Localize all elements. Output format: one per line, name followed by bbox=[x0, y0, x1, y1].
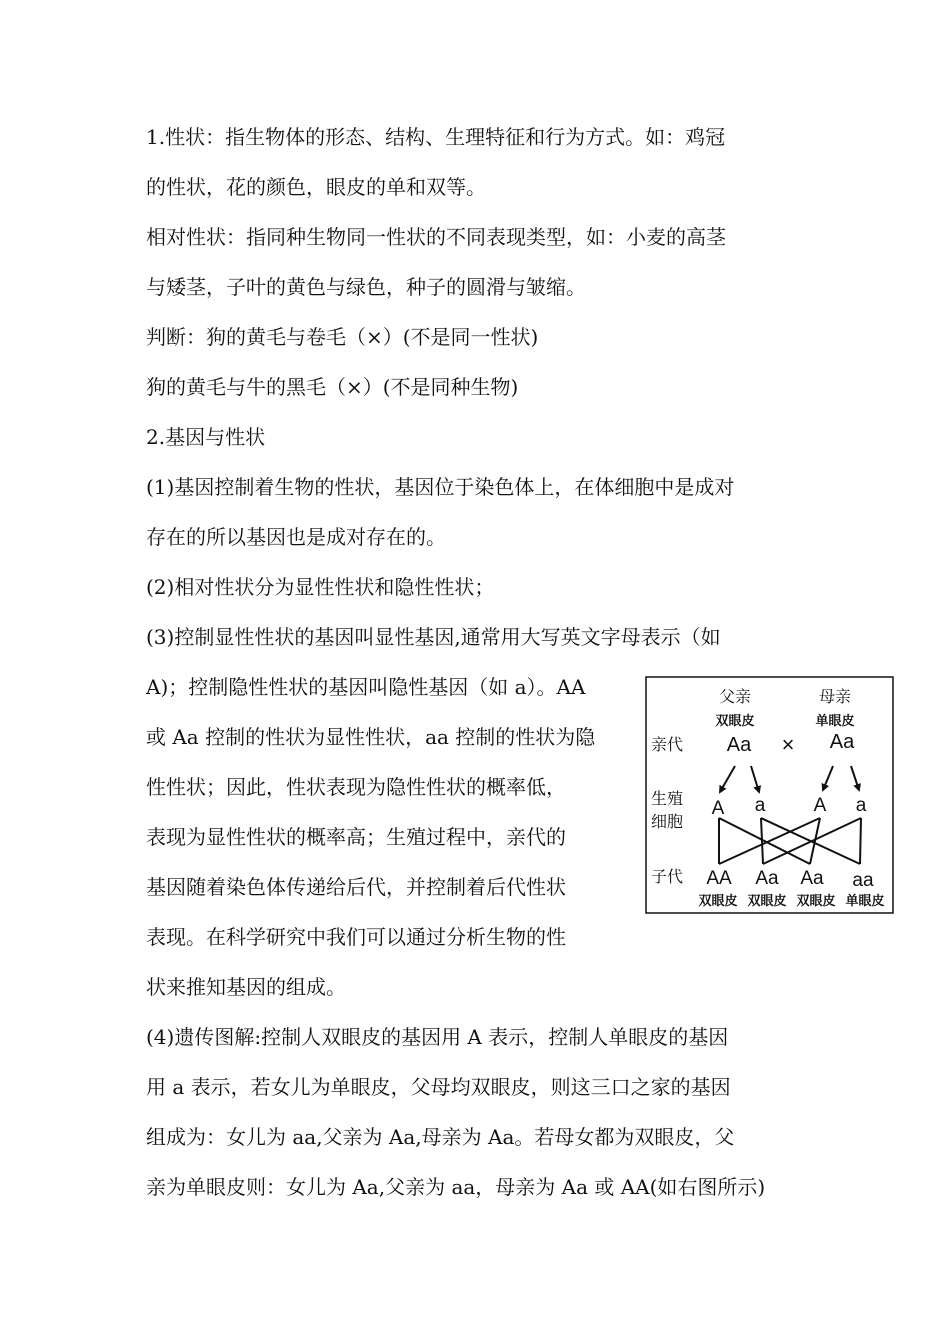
inheritance-diagram bbox=[645, 676, 894, 914]
gamete-father-A: A bbox=[711, 798, 725, 819]
text-line-13: 或 Aa 控制的性状为显性性状，aa 控制的性状为隐 bbox=[146, 725, 596, 749]
text-line-11: (3)控制显性性状的基因叫显性基因,通常用大写英文字母表示（如 bbox=[146, 625, 721, 649]
text-line-19: (4)遗传图解:控制人双眼皮的基因用 A 表示，控制人单眼皮的基因 bbox=[146, 1025, 729, 1049]
text-line-9: 存在的所以基因也是成对存在的。 bbox=[146, 525, 446, 549]
father-label: 父亲 bbox=[718, 687, 752, 706]
text-line-16: 基因随着染色体传递给后代，并控制着后代性状 bbox=[146, 875, 566, 899]
offspring-genotype-4: aa bbox=[852, 870, 874, 891]
text-line-20: 用 a 表示，若女儿为单眼皮，父母均双眼皮，则这三口之家的基因 bbox=[146, 1075, 731, 1099]
text-line-1: 1.性状：指生物体的形态、结构、生理特征和行为方式。如：鸡冠 bbox=[146, 125, 726, 149]
gamete-father-a: a bbox=[754, 795, 766, 816]
mother-trait: 单眼皮 bbox=[815, 714, 855, 729]
text-line-2: 的性状，花的颜色，眼皮的单和双等。 bbox=[146, 175, 486, 199]
text-line-21: 组成为：女儿为 aa,父亲为 Aa,母亲为 Aa。若母女都为双眼皮，父 bbox=[146, 1125, 735, 1149]
gamete-mother-a: a bbox=[855, 795, 867, 816]
text-line-5: 判断：狗的黄毛与卷毛（×）(不是同一性状) bbox=[146, 325, 539, 349]
text-line-14: 性性状；因此，性状表现为隐性性状的概率低， bbox=[146, 775, 566, 799]
text-line-8: (1)基因控制着生物的性状，基因位于染色体上，在体细胞中是成对 bbox=[146, 475, 735, 499]
row-label-gamete-2: 细胞 bbox=[651, 812, 684, 831]
row-label-parent: 亲代 bbox=[651, 735, 684, 754]
text-line-6: 狗的黄毛与牛的黑毛（×）(不是同种生物) bbox=[146, 375, 519, 399]
offspring-trait-3: 双眼皮 bbox=[796, 894, 836, 909]
father-trait: 双眼皮 bbox=[715, 714, 755, 729]
gamete-mother-A: A bbox=[813, 795, 827, 816]
text-line-15: 表现为显性性状的概率高；生殖过程中，亲代的 bbox=[146, 825, 566, 849]
offspring-trait-2: 双眼皮 bbox=[747, 894, 787, 909]
mother-genotype: Aa bbox=[829, 731, 855, 753]
text-line-18: 状来推知基因的组成。 bbox=[146, 975, 346, 999]
row-label-gamete-1: 生殖 bbox=[651, 789, 684, 808]
offspring-trait-4: 单眼皮 bbox=[845, 894, 885, 909]
offspring-genotype-2: Aa bbox=[755, 868, 779, 889]
text-line-10: (2)相对性状分为显性性状和隐性性状； bbox=[146, 575, 495, 599]
mother-label: 母亲 bbox=[818, 687, 852, 706]
text-line-3: 相对性状：指同种生物同一性状的不同表现类型，如：小麦的高茎 bbox=[146, 225, 726, 249]
offspring-trait-1: 双眼皮 bbox=[698, 894, 738, 909]
offspring-genotype-3: Aa bbox=[800, 868, 824, 889]
offspring-genotype-1: AA bbox=[706, 868, 732, 889]
text-line-12: A)；控制隐性性状的基因叫隐性基因（如 a）。AA bbox=[146, 675, 586, 699]
text-line-17: 表现。在科学研究中我们可以通过分析生物的性 bbox=[146, 925, 566, 949]
cross-symbol: × bbox=[781, 732, 795, 757]
father-genotype: Aa bbox=[726, 734, 752, 756]
section-heading-2: 2.基因与性状 bbox=[146, 425, 266, 449]
row-label-offspring: 子代 bbox=[651, 867, 684, 886]
text-line-22: 亲为单眼皮则：女儿为 Aa,父亲为 aa，母亲为 Aa 或 AA(如右图所示) bbox=[146, 1175, 766, 1199]
text-line-4: 与矮茎，子叶的黄色与绿色，种子的圆滑与皱缩。 bbox=[146, 275, 586, 299]
